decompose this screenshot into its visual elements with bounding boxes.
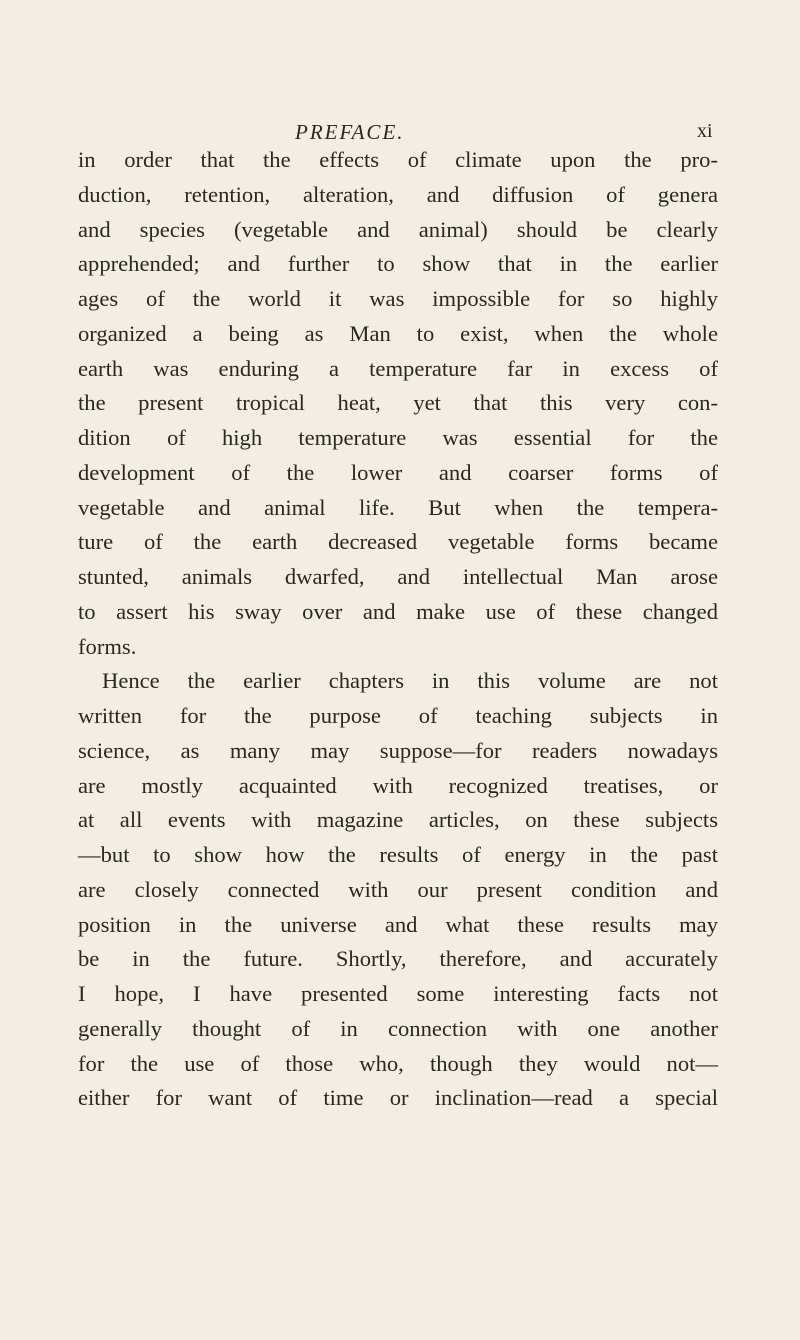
text-line: vegetable and animal life. But when the tempera- <box>78 494 718 520</box>
text-line: forms. <box>78 633 137 659</box>
text-line: in order that the effects of climate upon the pro- <box>78 147 718 172</box>
text-line: apprehended; and further to show that in the earlier <box>78 251 718 277</box>
body-text <box>78 143 718 1116</box>
text-line: to assert his sway over and make use of these changed <box>78 598 718 624</box>
text-line: stunted, animals dwarfed, and intellectual Man arose <box>78 564 718 589</box>
text-line: the present tropical heat, yet that this very con- <box>78 390 718 416</box>
text-line: dition of high temperature was essential for the <box>78 425 718 450</box>
text-line: generally thought of in connection with one another <box>78 1015 718 1041</box>
text-line: ture of the earth decreased vegetable forms became <box>78 529 718 555</box>
text-line: —but to show how the results of energy in the past <box>78 842 718 867</box>
text-line: be in the future. Shortly, therefore, and accurately <box>78 946 718 972</box>
text-line: position in the universe and what these results may <box>78 911 718 937</box>
text-line: at all events with magazine articles, on these subjects <box>78 807 718 833</box>
page-number: xi <box>697 120 713 142</box>
running-head <box>0 120 800 144</box>
text-line: are closely connected with our present condition and <box>78 876 718 902</box>
text-line: are mostly acquainted with recognized treatises, or <box>78 772 718 798</box>
text-line: and species (vegetable and animal) should be clearly <box>78 216 718 242</box>
text-line: development of the lower and coarser forms of <box>78 459 718 485</box>
text-line: earth was enduring a temperature far in excess of <box>78 355 718 381</box>
text-line: either for want of time or inclination—read a special <box>78 1085 718 1111</box>
text-line: for the use of those who, though they would not— <box>78 1050 718 1076</box>
running-title: PREFACE. <box>295 120 405 144</box>
text-line: duction, retention, alteration, and diffusion of genera <box>78 181 718 207</box>
text-line: I hope, I have presented some interesting facts not <box>78 981 718 1006</box>
text-line: Hence the earlier chapters in this volume are not <box>102 668 718 694</box>
text-line: ages of the world it was impossible for so highly <box>78 286 718 311</box>
text-line: science, as many may suppose—for readers nowadays <box>78 737 718 763</box>
text-line: written for the purpose of teaching subjects in <box>78 703 718 728</box>
text-line: organized a being as Man to exist, when the whole <box>78 320 718 346</box>
